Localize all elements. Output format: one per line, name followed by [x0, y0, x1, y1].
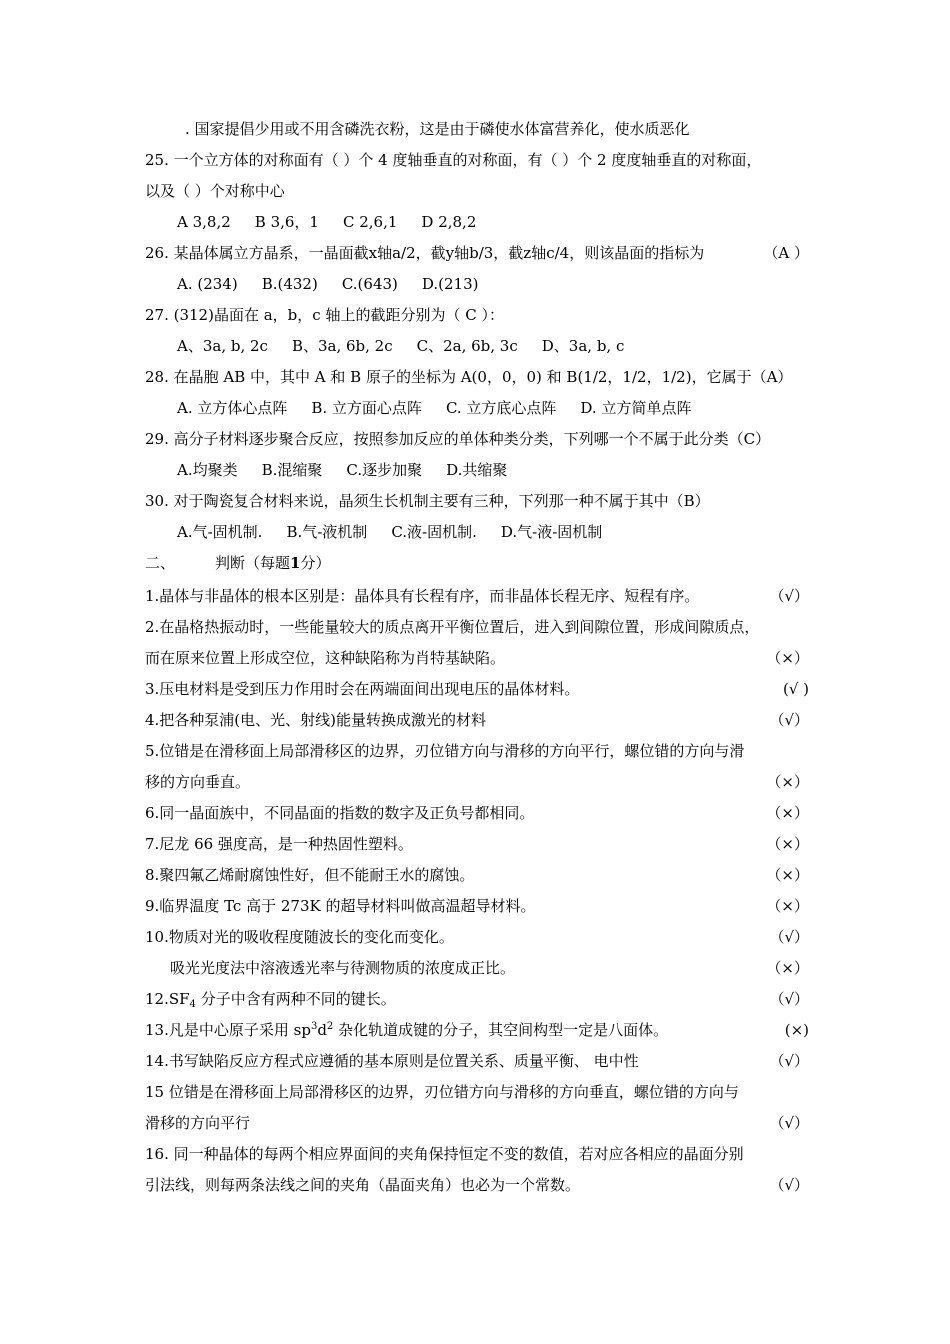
- judgement-15-line-1: 15 位错是在滑移面上局部滑移区的边界，刃位错方向与滑移的方向垂直，螺位错的方向与: [145, 1083, 739, 1101]
- option-d: D 2,8,2: [421, 213, 477, 231]
- judgement-2-line-2: [145, 643, 809, 674]
- judgement-1: [145, 581, 809, 612]
- statement: 7.尼龙 66 强度高，是一种热固性塑料。: [145, 835, 413, 853]
- statement: 引法线，则每两条法线之间的夹角（晶面夹角）也必为一个常数。: [145, 1176, 581, 1194]
- question-25-line-1: 25. 一个立方体的对称面有（ ）个 4 度轴垂直的对称面，有（ ）个 2 度度轴垂直的对称面，: [145, 151, 762, 169]
- option-a: A.气-固机制.: [177, 523, 263, 541]
- answer-mark: （√）: [769, 928, 809, 946]
- judgement-14: [145, 1046, 809, 1077]
- statement: 9.临界温度 Tc 高于 273K 的超导材料叫做高温超导材料。: [145, 897, 536, 915]
- section-number: 二、: [145, 554, 176, 572]
- answer-mark: （√）: [769, 990, 809, 1008]
- judgement-3: [145, 674, 809, 705]
- option-a: A、3a, b, 2c: [177, 337, 268, 355]
- judgement-5-line-1: 5.位错是在滑移面上局部滑移区的边界，刃位错方向与滑移的方向平行，螺位错的方向与滑: [145, 742, 745, 760]
- statement: 10.物质对光的吸收程度随波长的变化而变化。: [145, 928, 454, 946]
- option-b: B 3,6，1: [254, 213, 319, 231]
- judgement-9: [145, 891, 809, 922]
- answer-mark: （×）: [766, 773, 809, 791]
- question-27-options: [177, 331, 809, 362]
- judgement-7: [145, 829, 809, 860]
- statement: 滑移的方向平行: [145, 1114, 251, 1132]
- question-28-options: [177, 393, 809, 424]
- question-28: 28. 在晶胞 AB 中，其中 A 和 B 原子的坐标为 A(0，0，0) 和 B(1/2，1/2，1/2)，它属于（A）: [145, 368, 793, 386]
- question-30-options: [177, 517, 809, 548]
- judgement-4: [145, 705, 809, 736]
- option-c: C.(643): [341, 275, 398, 293]
- statement: 6.同一晶面族中，不同晶面的指数的数字及正负号都相同。: [145, 804, 535, 822]
- option-b: B.混缩聚: [261, 461, 323, 479]
- judgement-2-line-1: 2.在晶格热振动时，一些能量较大的质点离开平衡位置后，进入到间隙位置，形成间隙质点，: [145, 618, 760, 636]
- statement-suffix: 杂化轨道成键的分子，其空间构型一定是八面体。: [333, 1021, 669, 1039]
- answer-mark: （A ）: [763, 244, 809, 262]
- answer-mark: （×）: [766, 866, 809, 884]
- question-27: 27. (312)晶面在 a，b，c 轴上的截距分别为（ C ）：: [145, 306, 504, 324]
- section-2-heading: [145, 548, 809, 579]
- answer-mark: （√）: [769, 711, 809, 729]
- answer-mark: (√ ): [782, 680, 809, 698]
- judgement-15-line-2: [145, 1108, 809, 1139]
- answer-mark: （×）: [766, 959, 809, 977]
- judgement-11: [170, 953, 809, 984]
- statement-prefix: 12.SF: [145, 990, 190, 1008]
- section-score: 1: [290, 554, 301, 572]
- option-b: B、3a, 6b, 2c: [291, 337, 393, 355]
- option-a: A.均聚类: [177, 461, 238, 479]
- statement: 8.聚四氟乙烯耐腐蚀性好，但不能耐王水的腐蚀。: [145, 866, 475, 884]
- superscript: 3: [310, 1021, 318, 1032]
- text-line: . 国家提倡少用或不用含磷洗衣粉，这是由于磷使水体富营养化，使水质恶化: [185, 120, 690, 138]
- option-c: C.液-固机制.: [391, 523, 477, 541]
- judgement-8: [145, 860, 809, 891]
- option-b: B. 立方面心点阵: [311, 399, 422, 417]
- question-25-options: [177, 207, 809, 238]
- answer-mark: （×）: [766, 835, 809, 853]
- option-c: C. 立方底心点阵: [445, 399, 557, 417]
- judgement-10: [145, 922, 809, 953]
- statement: [145, 1015, 668, 1046]
- statement: 移的方向垂直。: [145, 773, 251, 791]
- statement: 而在原来位置上形成空位，这种缺陷称为肖特基缺陷。: [145, 649, 506, 667]
- section-title-end: 分）: [300, 554, 331, 572]
- question-26-options: [177, 269, 809, 300]
- statement: 3.压电材料是受到压力作用时会在两端面间出现电压的晶体材料。: [145, 680, 580, 698]
- judgement-13: [145, 1015, 809, 1046]
- answer-mark: （√）: [769, 587, 809, 605]
- option-c: C 2,6,1: [342, 213, 398, 231]
- option-d: D.气-液-固机制: [500, 523, 603, 541]
- statement-suffix: 分子中含有两种不同的键长。: [195, 990, 396, 1008]
- question-text: 26. 某晶体属立方晶系，一晶面截x轴a/2，截y轴b/3，截z轴c/4，则该晶面的指标为: [145, 244, 705, 262]
- answer-mark: (×): [784, 1021, 809, 1039]
- option-a: A 3,8,2: [177, 213, 231, 231]
- answer-mark: （√）: [769, 1052, 809, 1070]
- option-c: C.逐步加聚: [346, 461, 423, 479]
- option-d: D.(213): [421, 275, 479, 293]
- answer-mark: （√）: [769, 1176, 809, 1194]
- judgement-16-line-1: 16. 同一种晶体的每两个相应界面间的夹角保持恒定不变的数值，若对应各相应的晶面分别: [145, 1145, 744, 1163]
- superscript: 2: [326, 1021, 334, 1032]
- option-b: B.(432): [261, 275, 318, 293]
- answer-mark: （√）: [769, 1114, 809, 1132]
- answer-mark: （×）: [766, 897, 809, 915]
- question-26: [145, 238, 809, 269]
- judgement-16-line-2: [145, 1170, 809, 1201]
- answer-mark: （×）: [766, 804, 809, 822]
- answer-mark: （×）: [766, 649, 809, 667]
- option-a: A. (234): [177, 275, 238, 293]
- statement-mid: d: [317, 1021, 327, 1039]
- statement: 4.把各种泵浦(电、光、射线)能量转换成激光的材料: [145, 711, 487, 729]
- option-c: C、2a, 6b, 3c: [416, 337, 518, 355]
- statement: 吸光光度法中溶液透光率与待测物质的浓度成正比。: [170, 959, 516, 977]
- statement: 14.书写缺陷反应方程式应遵循的基本原则是位置关系、质量平衡、 电中性: [145, 1052, 639, 1070]
- section-title: 判断（每题: [215, 554, 291, 572]
- question-29: 29. 高分子材料逐步聚合反应，按照参加反应的单体种类分类，下列哪一个不属于此分类（C）: [145, 430, 771, 448]
- question-30: 30. 对于陶瓷复合材料来说，晶须生长机制主要有三种，下列那一种不属于其中（B）: [145, 492, 710, 510]
- question-25-line-2: 以及（ ）个对称中心: [145, 182, 285, 200]
- option-b: B.气-液机制: [286, 523, 368, 541]
- judgement-12: [145, 984, 809, 1015]
- option-a: A. 立方体心点阵: [177, 399, 288, 417]
- option-d: D. 立方简单点阵: [580, 399, 692, 417]
- judgement-5-line-2: [145, 767, 809, 798]
- option-d: D.共缩聚: [446, 461, 508, 479]
- subscript: 4: [189, 999, 196, 1010]
- statement-prefix: 13.凡是中心原子采用 sp: [145, 1021, 311, 1039]
- question-29-options: [177, 455, 809, 486]
- judgement-6: [145, 798, 809, 829]
- statement: [145, 984, 396, 1015]
- statement: 1.晶体与非晶体的根本区别是：晶体具有长程有序，而非晶体长程无序、短程有序。: [145, 587, 700, 605]
- option-d: D、3a, b, c: [541, 337, 625, 355]
